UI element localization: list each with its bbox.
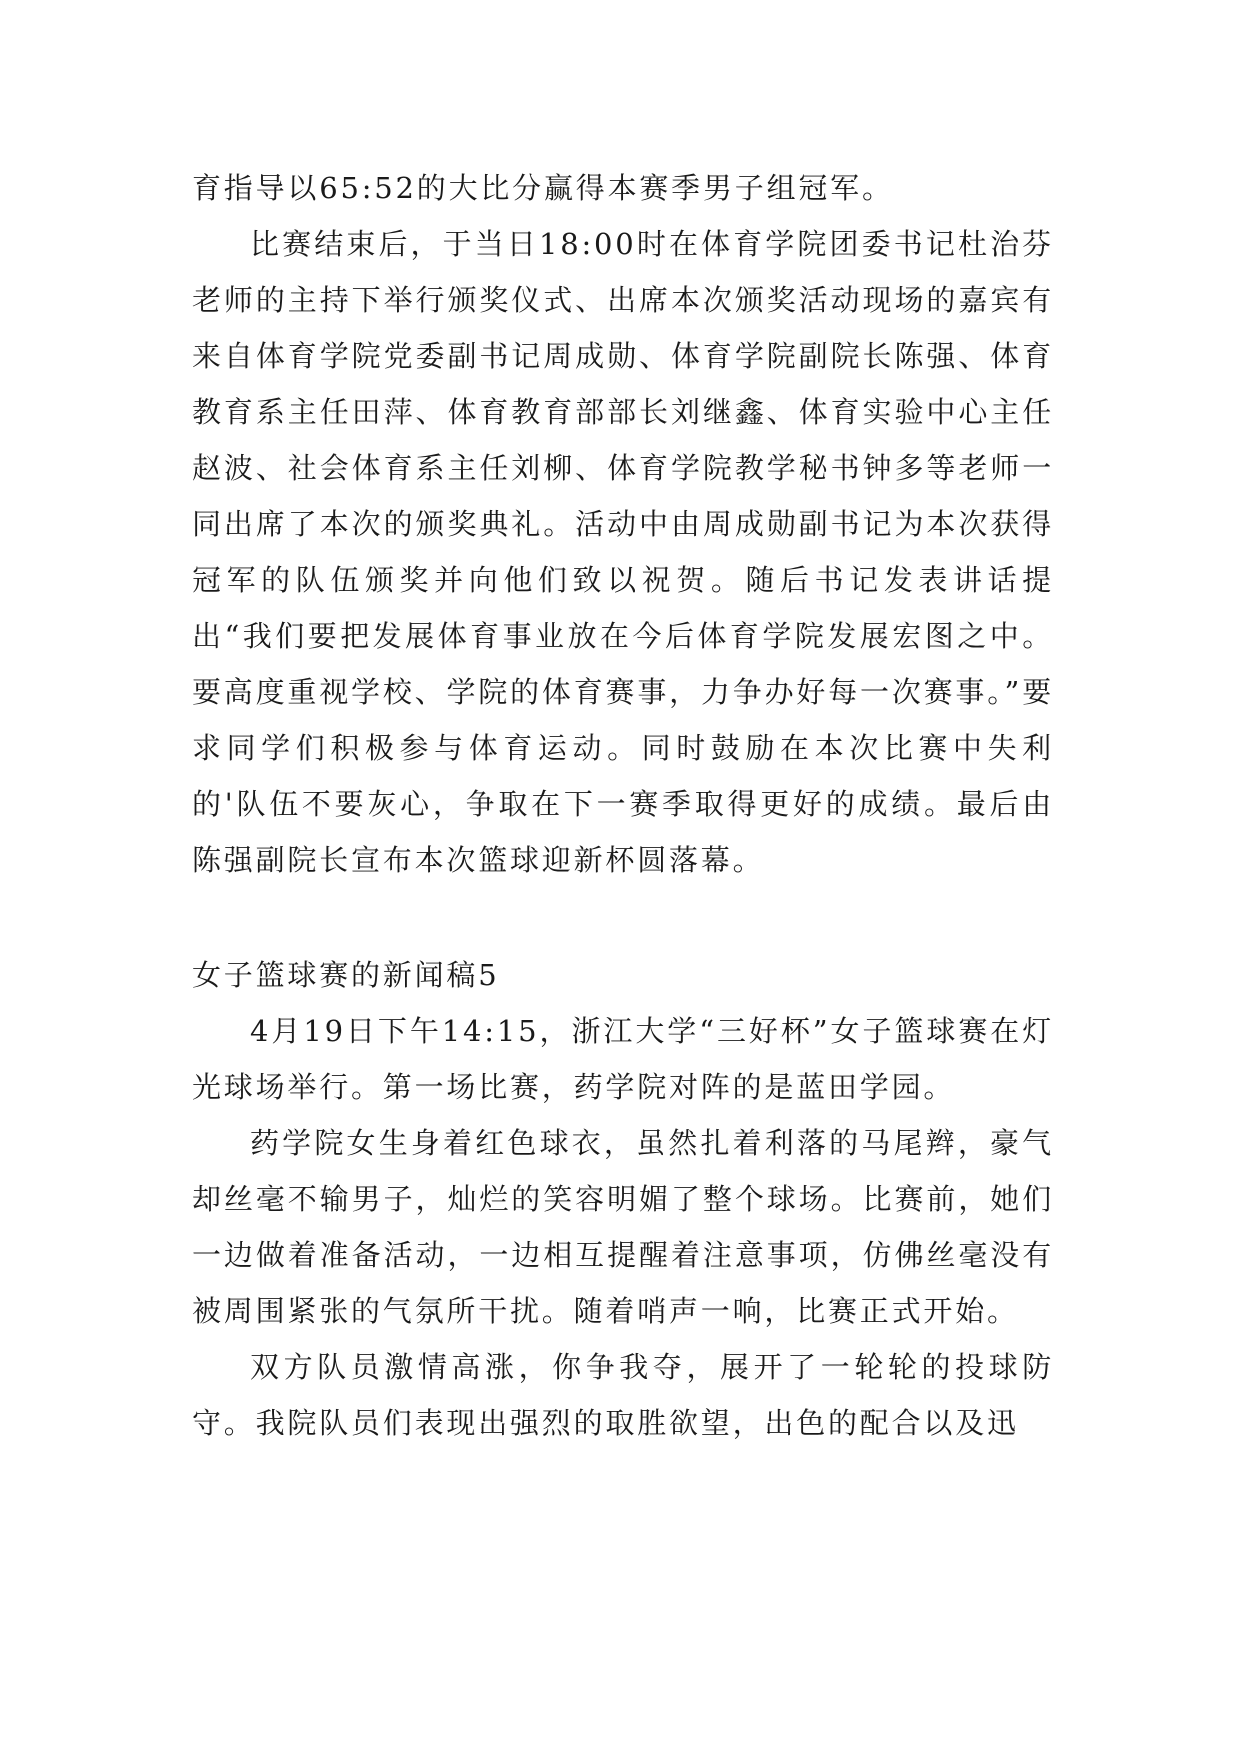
paragraph-continuation: 育指导以65:52的大比分赢得本赛季男子组冠军。 [192,171,894,205]
paragraph-award-ceremony: 比赛结束后，于当日18:00时在体育学院团委书记杜治芬老师的主持下举行颁奖仪式、出席本次颁奖活动现场的嘉宾有来自体育学院党委副书记周成勋、体育学院副院长陈强、体育教育系主任田萍、体育教育部部长刘继鑫、体育实验中心主任赵波、社会体育系主任刘柳、体育学院教学秘书钟多等老师一同出席了本次的颁奖典礼。活动中由周成勋副书记为本次获得冠军的队伍颁奖并向他们致以祝贺。随后书记发表讲话提出“我们要把发展体育事业放在今后体育学院发展宏图之中。要高度重视学校、学院的体育赛事，力争办好每一次赛事。”要求同学们积极参与体育运动。同时鼓励在本次比赛中失利的'队伍不要灰心，争取在下一赛季取得更好的成绩。最后由陈强副院长宣布本次篮球迎新杯圆落幕。 [192,227,1054,877]
section-heading: 女子篮球赛的新闻稿5 [192,958,500,992]
paragraph-match-play: 双方队员激情高涨，你争我夺，展开了一轮轮的投球防守。我院队员们表现出强烈的取胜欲望，出色的配合以及迅 [192,1350,1054,1440]
paragraph-match-intro: 4月19日下午14:15，浙江大学“三好杯”女子篮球赛在灯光球场举行。第一场比赛，药学院对阵的是蓝田学园。 [192,1014,1054,1104]
document-body [192,160,1054,1451]
paragraph-team-description: 药学院女生身着红色球衣，虽然扎着利落的马尾辫，豪气却丝毫不输男子，灿烂的笑容明媚了整个球场。比赛前，她们一边做着准备活动，一边相互提醒着注意事项，仿佛丝毫没有被周围紧张的气氛所干扰。随着哨声一响，比赛正式开始。 [192,1126,1054,1328]
